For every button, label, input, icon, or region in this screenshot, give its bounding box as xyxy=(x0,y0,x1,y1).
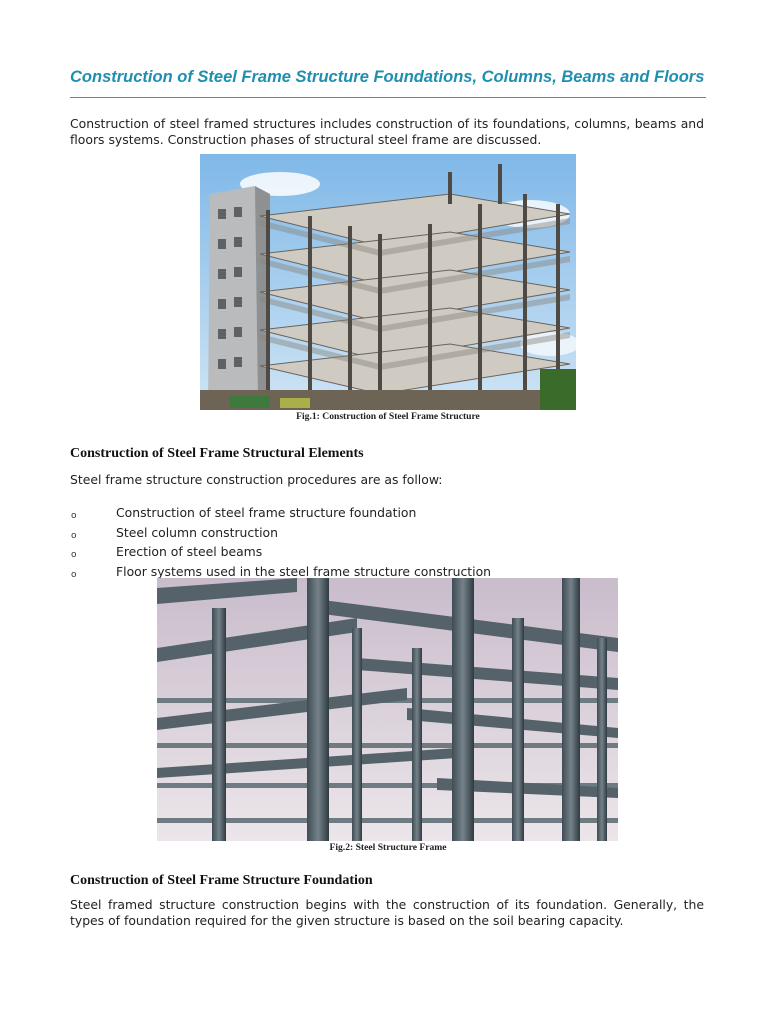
list-item xyxy=(70,544,710,564)
section-heading-foundation: Construction of Steel Frame Structure Foundation xyxy=(70,873,373,888)
page-title: Construction of Steel Frame Structure Foundations, Columns, Beams and Floors xyxy=(70,68,705,86)
figure-steel-frame-building xyxy=(200,154,576,410)
list-item-label: Steel column construction xyxy=(116,524,278,540)
section-1-paragraph: Steel frame structure construction procedures are as follow: xyxy=(70,472,443,487)
procedure-list xyxy=(70,505,710,583)
list-item-label: Floor systems used in the steel frame structure construction xyxy=(116,563,492,579)
steel-frame-building-illustration xyxy=(200,154,576,410)
section-2-paragraph: Steel framed structure construction begins with the construction of its foundation. Generally, the types of foundation required for the given structure is based on the soil bearing capacity. xyxy=(70,897,704,928)
title-underline xyxy=(70,97,706,98)
list-item xyxy=(70,505,710,525)
bullet-glyph: o xyxy=(71,511,77,521)
bullet-glyph: o xyxy=(71,569,77,580)
section-heading-structural-elements: Construction of Steel Frame Structural Elements xyxy=(70,446,364,461)
figure-2-caption: Fig.2: Steel Structure Frame xyxy=(329,842,447,853)
bullet-glyph: o xyxy=(71,530,77,541)
intro-paragraph: Construction of steel framed structures includes construction of its foundations, columns, beams and floors systems. Construction phases of structural steel frame are discussed. xyxy=(70,116,704,147)
list-item-label: Construction of steel frame structure foundation xyxy=(116,505,417,520)
list-item-label: Erection of steel beams xyxy=(116,544,263,559)
figure-steel-structure-frame xyxy=(157,578,618,841)
figure-1-caption: Fig.1: Construction of Steel Frame Structure xyxy=(296,411,480,422)
list-item xyxy=(70,525,710,545)
bullet-glyph: o xyxy=(71,550,77,560)
steel-frame-grid-illustration xyxy=(157,578,618,841)
